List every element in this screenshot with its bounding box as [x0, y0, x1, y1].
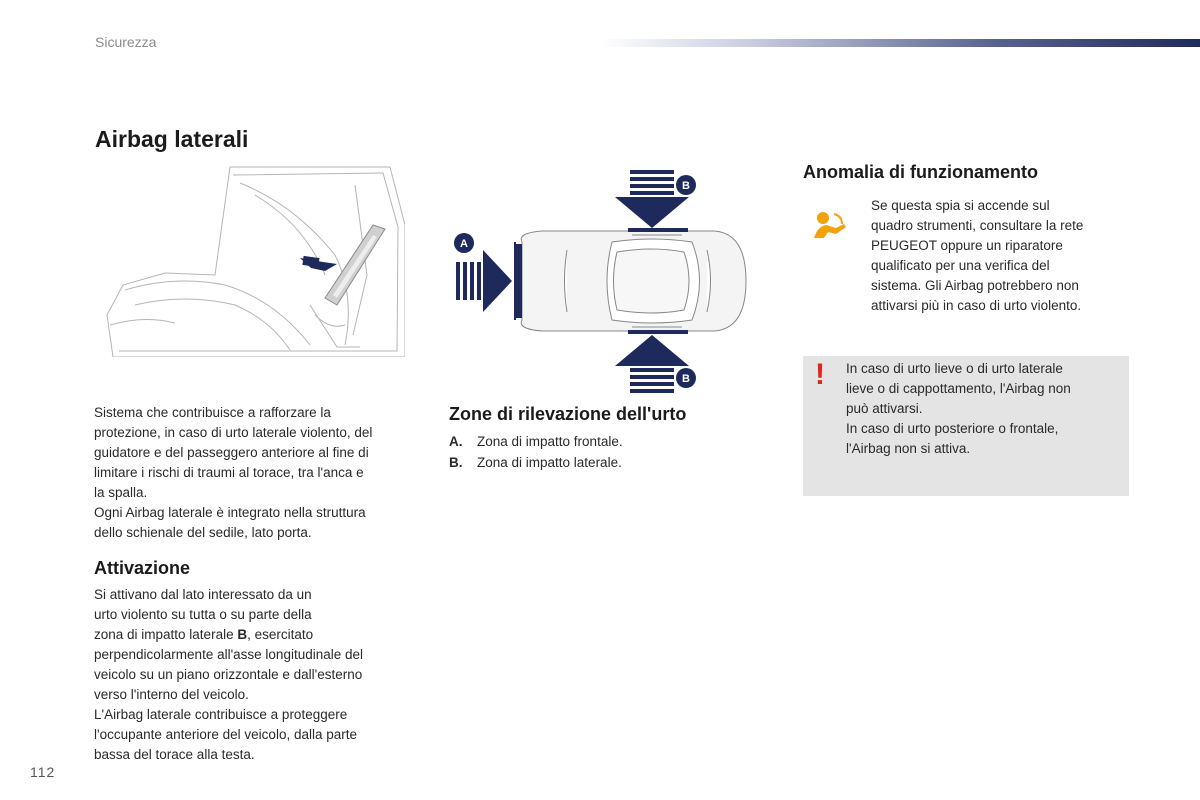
badge-b-bottom — [676, 368, 696, 388]
list-item: B. Zona di impatto laterale. — [449, 454, 622, 470]
car-top-view — [514, 231, 746, 331]
anomalia-paragraph: Se questa spia si accende sul quadro strumenti, consultare la rete PEUGEOT oppure un riparatore qualificato per una verifica del sistema. Gli Airbag potrebbero non attivarsi più in caso di urto violento. — [871, 198, 1084, 313]
anomalia-heading: Anomalia di funzionamento — [803, 162, 1039, 182]
badge-a — [454, 233, 474, 253]
page-title: Airbag laterali — [95, 126, 249, 152]
list-item: A. Zona di impatto frontale. — [449, 434, 623, 449]
svg-text:B: B — [682, 180, 690, 192]
bottom-impact-arrow — [615, 335, 689, 393]
svg-text:A: A — [460, 238, 468, 250]
seat-airbag-illustration — [105, 165, 405, 357]
badge-b-top — [676, 175, 696, 195]
header-gradient-bar — [600, 39, 1200, 47]
zone-heading: Zone di rilevazione dell'urto — [449, 404, 687, 424]
warning-text: In caso di urto lieve o di urto laterale lieve o di cappottamento, l'Airbag non può attivarsi. In caso di urto posteriore o frontale, l'Airbag non si attiva. — [846, 361, 1071, 456]
attivazione-heading: Attivazione — [94, 558, 191, 578]
impact-zones-diagram — [452, 170, 752, 394]
zone-list — [449, 432, 769, 473]
page-number: 112 — [30, 764, 56, 780]
airbag-warning-lamp-icon — [812, 210, 848, 240]
attivazione-paragraph: Si attivano dal lato interessato da un urto violento su tutta o su parte della zona di impatto laterale B, esercitato perpendicolarmente all'asse longitudinale del veicolo su un piano orizzontale e dall'esterno verso l'interno del veicolo. L'Airbag laterale contribuisce a proteggere l'occupante anteriore del veicolo, dalla parte bassa del torace alla testa. — [94, 587, 364, 762]
section-header: Sicurezza — [95, 34, 157, 50]
intro-paragraph: Sistema che contribuisce a rafforzare la protezione, in caso di urto laterale violento, del guidatore e del passeggero anteriore al fine di limitare i rischi di traumi al torace, tra l'anca e la spalla. Ogni Airbag laterale è integrato nella struttura dello schienale del sedile, lato porta. — [94, 405, 373, 540]
top-impact-arrow — [615, 170, 689, 228]
front-impact-arrow — [456, 250, 512, 312]
exclamation-icon: ! — [815, 358, 825, 391]
arrow-icon — [300, 256, 337, 271]
svg-text:B: B — [682, 373, 690, 385]
